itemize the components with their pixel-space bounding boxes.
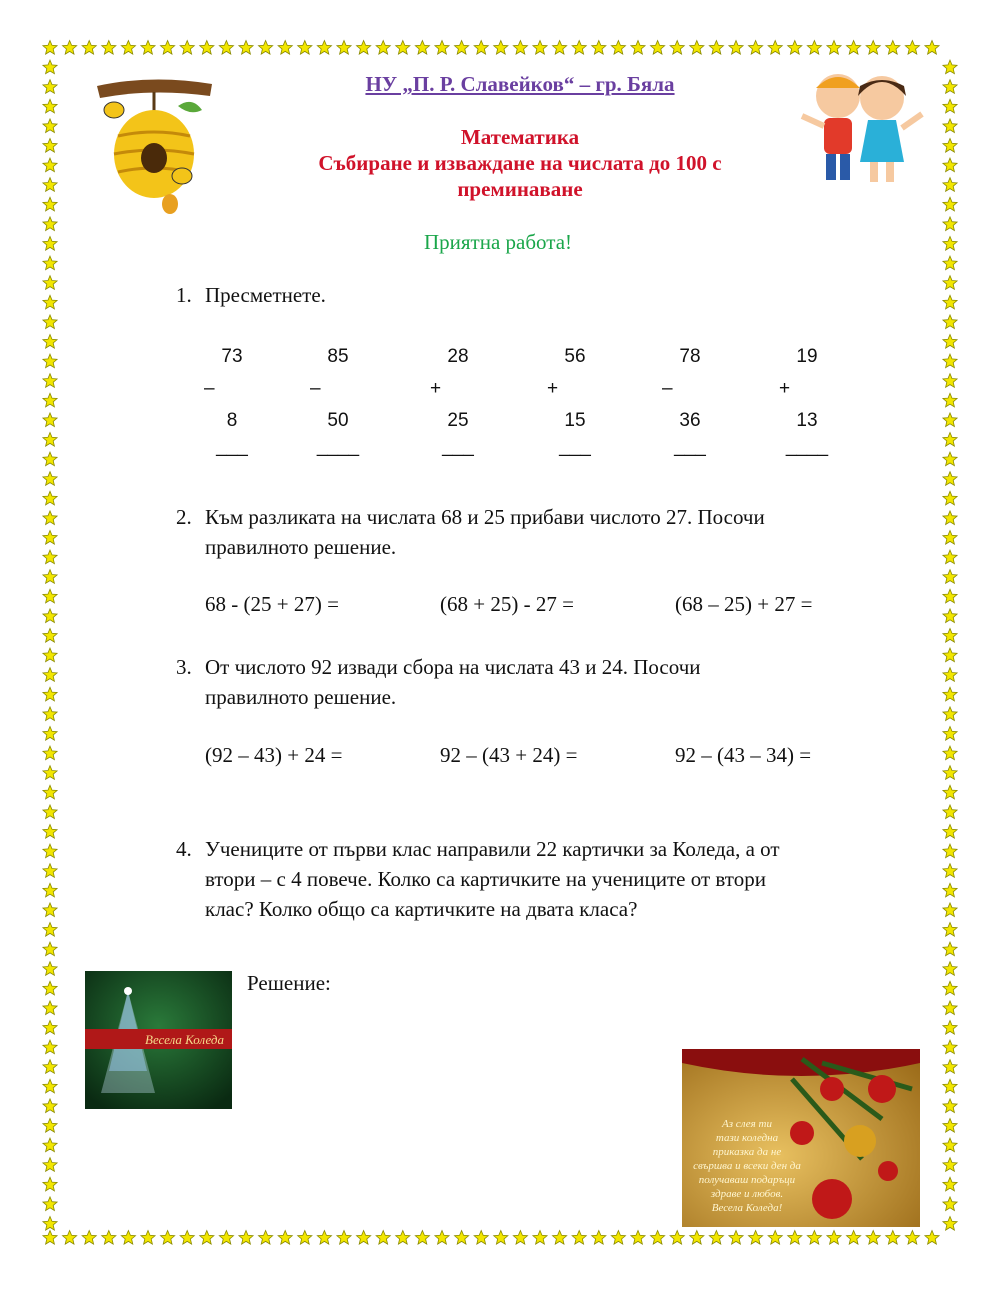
star-icon <box>943 276 957 290</box>
star-icon <box>943 550 957 564</box>
star-icon <box>298 41 312 55</box>
star-icon <box>43 629 57 643</box>
star-icon <box>43 785 57 799</box>
star-icon <box>161 1231 175 1245</box>
star-icon <box>943 1197 957 1211</box>
task-text-line-1: От числото 92 извади сбора на числата 43 и 24. Посочи <box>205 655 701 679</box>
star-icon <box>43 1079 57 1093</box>
star-icon <box>82 1231 96 1245</box>
star-icon <box>317 1231 331 1245</box>
christmas-tree-image <box>85 971 232 1109</box>
star-icon <box>943 335 957 349</box>
star-icon <box>943 1177 957 1191</box>
star-icon <box>455 41 469 55</box>
star-icon <box>533 41 547 55</box>
star-icon <box>513 41 527 55</box>
star-icon <box>415 1231 429 1245</box>
column-top-number: 28 <box>447 346 469 367</box>
star-icon <box>943 1158 957 1172</box>
column-bottom-number: 13 <box>796 410 818 431</box>
star-icon <box>43 1138 57 1152</box>
star-icon <box>768 41 782 55</box>
star-icon <box>376 1231 390 1245</box>
star-icon <box>43 99 57 113</box>
star-icon <box>943 413 957 427</box>
star-icon <box>943 746 957 760</box>
star-icon <box>455 1231 469 1245</box>
star-icon <box>141 1231 155 1245</box>
star-icon <box>943 1217 957 1231</box>
star-icon <box>943 844 957 858</box>
star-icon <box>43 433 57 447</box>
star-icon <box>43 962 57 976</box>
star-icon <box>317 41 331 55</box>
star-icon <box>943 217 957 231</box>
subject-title: Математика <box>460 125 580 149</box>
task3-option-1: (92 – 43) + 24 = <box>205 743 343 767</box>
star-icon <box>943 1079 957 1093</box>
christmas-banner-text: Весела Коледа <box>145 1032 224 1047</box>
star-icon <box>43 335 57 349</box>
task2-option-2: (68 + 25) - 27 = <box>440 592 574 616</box>
card-line-7: Весела Коледа! <box>711 1202 783 1214</box>
star-icon <box>943 511 957 525</box>
star-icon <box>43 923 57 937</box>
star-icon <box>943 707 957 721</box>
column-result-line: ___ <box>559 436 591 457</box>
star-icon <box>943 1119 957 1133</box>
star-icon <box>141 41 155 55</box>
column-result-line: ____ <box>785 436 829 457</box>
star-icon <box>670 1231 684 1245</box>
star-icon <box>905 41 919 55</box>
star-icon <box>749 41 763 55</box>
star-icon <box>435 1231 449 1245</box>
star-icon <box>943 727 957 741</box>
star-icon <box>905 1231 919 1245</box>
star-icon <box>943 1099 957 1113</box>
star-icon <box>943 1060 957 1074</box>
star-icon <box>43 727 57 741</box>
topic-line-2: преминаване <box>457 177 583 201</box>
column-operator: – <box>310 378 321 399</box>
column-result-line: ___ <box>216 436 248 457</box>
star-icon <box>925 1231 939 1245</box>
star-icon <box>592 41 606 55</box>
star-icon <box>43 550 57 564</box>
star-icon <box>43 825 57 839</box>
column-top-number: 73 <box>221 346 243 367</box>
column-bottom-number: 50 <box>327 410 349 431</box>
column-result-line: ___ <box>674 436 706 457</box>
star-icon <box>43 393 57 407</box>
star-icon <box>357 41 371 55</box>
task2-option-3: (68 – 25) + 27 = <box>675 592 813 616</box>
star-icon <box>943 452 957 466</box>
star-icon <box>43 668 57 682</box>
task-number: 1. <box>176 283 192 307</box>
star-icon <box>102 1231 116 1245</box>
star-icon <box>43 687 57 701</box>
star-icon <box>729 1231 743 1245</box>
task2-option-1: 68 - (25 + 27) = <box>205 592 339 616</box>
star-icon <box>43 374 57 388</box>
star-icon <box>572 41 586 55</box>
star-icon <box>943 295 957 309</box>
card-line-3: приказка да не <box>712 1146 782 1158</box>
column-top-number: 85 <box>327 346 349 367</box>
star-icon <box>43 354 57 368</box>
star-icon <box>943 472 957 486</box>
task-text-line-1: Към разликата на числата 68 и 25 прибави числото 27. Посочи <box>205 505 765 529</box>
star-icon <box>43 256 57 270</box>
topic-line-1: Събиране и изваждане на числата до 100 с <box>318 151 722 175</box>
task-number: 2. <box>176 505 192 529</box>
star-icon <box>943 1138 957 1152</box>
task-text: Пресметнете. <box>205 283 326 307</box>
star-icon <box>43 1060 57 1074</box>
star-icon <box>943 609 957 623</box>
solution-label: Решение: <box>247 971 331 995</box>
star-icon <box>943 315 957 329</box>
star-icon <box>847 41 861 55</box>
star-icon <box>219 1231 233 1245</box>
star-icon <box>180 1231 194 1245</box>
star-icon <box>376 41 390 55</box>
star-icon <box>943 648 957 662</box>
star-icon <box>943 805 957 819</box>
star-icon <box>533 1231 547 1245</box>
column-bottom-number: 8 <box>226 410 238 431</box>
star-icon <box>415 41 429 55</box>
star-icon <box>43 413 57 427</box>
column-operator: + <box>547 378 559 399</box>
star-icon <box>200 1231 214 1245</box>
column-operator: + <box>430 378 442 399</box>
task-text-line-2: правилното решение. <box>205 685 397 709</box>
star-icon <box>43 511 57 525</box>
star-icon <box>847 1231 861 1245</box>
star-icon <box>43 41 57 55</box>
star-icon <box>337 1231 351 1245</box>
star-icon <box>690 41 704 55</box>
star-icon <box>219 41 233 55</box>
star-icon <box>63 41 77 55</box>
column-operator: – <box>204 378 215 399</box>
greeting: Приятна работа! <box>423 230 573 254</box>
star-icon <box>943 825 957 839</box>
star-icon <box>43 1001 57 1015</box>
star-icon <box>925 41 939 55</box>
star-icon <box>43 766 57 780</box>
star-icon <box>807 1231 821 1245</box>
star-icon <box>278 41 292 55</box>
column-top-number: 19 <box>796 346 818 367</box>
star-icon <box>121 41 135 55</box>
star-icon <box>651 41 665 55</box>
star-icon <box>729 41 743 55</box>
star-icon <box>943 1040 957 1054</box>
star-icon <box>337 41 351 55</box>
star-icon <box>943 766 957 780</box>
star-icon <box>43 276 57 290</box>
star-icon <box>239 41 253 55</box>
star-icon <box>43 491 57 505</box>
greeting-card-image <box>682 1049 920 1227</box>
card-line-4: свършва и всеки ден да <box>693 1160 801 1172</box>
star-icon <box>396 1231 410 1245</box>
star-icon <box>866 1231 880 1245</box>
star-icon <box>43 883 57 897</box>
star-icon <box>572 1231 586 1245</box>
star-icon <box>180 41 194 55</box>
star-icon <box>43 1040 57 1054</box>
star-icon <box>396 41 410 55</box>
star-icon <box>43 452 57 466</box>
star-icon <box>239 1231 253 1245</box>
star-icon <box>943 1021 957 1035</box>
school-name: НУ „П. Р. Славейков“ – гр. Бяла <box>365 72 675 96</box>
star-icon <box>43 1197 57 1211</box>
star-icon <box>943 589 957 603</box>
star-icon <box>943 785 957 799</box>
star-icon <box>943 903 957 917</box>
star-icon <box>943 687 957 701</box>
star-icon <box>553 1231 567 1245</box>
column-bottom-number: 25 <box>447 410 469 431</box>
star-icon <box>886 1231 900 1245</box>
star-icon <box>43 609 57 623</box>
star-icon <box>827 41 841 55</box>
star-icon <box>43 707 57 721</box>
task-number: 4. <box>176 837 192 861</box>
column-bottom-number: 36 <box>679 410 701 431</box>
star-icon <box>670 41 684 55</box>
star-icon <box>161 41 175 55</box>
column-result-line: ___ <box>442 436 474 457</box>
star-icon <box>943 256 957 270</box>
star-icon <box>43 570 57 584</box>
column-operator: + <box>779 378 791 399</box>
column-result-line: ____ <box>316 436 360 457</box>
star-icon <box>553 41 567 55</box>
star-icon <box>592 1231 606 1245</box>
star-icon <box>474 1231 488 1245</box>
star-icon <box>43 1217 57 1231</box>
star-icon <box>43 648 57 662</box>
star-icon <box>43 903 57 917</box>
column-top-number: 78 <box>679 346 701 367</box>
star-icon <box>43 1119 57 1133</box>
star-icon <box>43 1231 57 1245</box>
star-icon <box>943 883 957 897</box>
task-text-line-1: Учениците от първи клас направили 22 картички за Коледа, а от <box>205 837 780 861</box>
star-icon <box>651 1231 665 1245</box>
star-icon <box>631 41 645 55</box>
star-icon <box>43 531 57 545</box>
task-text-line-2: втори – с 4 повече. Колко са картичките на учениците от втори <box>205 867 766 891</box>
star-icon <box>943 942 957 956</box>
star-icon <box>43 1021 57 1035</box>
task-number: 3. <box>176 655 192 679</box>
star-icon <box>43 589 57 603</box>
star-icon <box>943 354 957 368</box>
star-icon <box>435 41 449 55</box>
star-icon <box>807 41 821 55</box>
star-icon <box>611 41 625 55</box>
star-icon <box>886 41 900 55</box>
star-icon <box>43 1099 57 1113</box>
star-icon <box>827 1231 841 1245</box>
star-icon <box>494 1231 508 1245</box>
task-text-line-3: клас? Колко общо са картичките на двата класа? <box>205 897 638 921</box>
star-icon <box>298 1231 312 1245</box>
star-icon <box>943 962 957 976</box>
star-icon <box>690 1231 704 1245</box>
star-icon <box>709 41 723 55</box>
star-icon <box>943 491 957 505</box>
star-icon <box>513 1231 527 1245</box>
star-icon <box>494 41 508 55</box>
star-icon <box>943 393 957 407</box>
star-icon <box>102 41 116 55</box>
star-icon <box>259 41 273 55</box>
star-icon <box>866 41 880 55</box>
star-icon <box>943 99 957 113</box>
star-icon <box>631 1231 645 1245</box>
star-icon <box>43 1158 57 1172</box>
column-bottom-number: 15 <box>564 410 586 431</box>
column-operator: – <box>662 378 673 399</box>
star-icon <box>943 923 957 937</box>
star-icon <box>43 295 57 309</box>
star-icon <box>43 844 57 858</box>
star-icon <box>788 1231 802 1245</box>
star-icon <box>43 315 57 329</box>
star-icon <box>278 1231 292 1245</box>
star-icon <box>943 531 957 545</box>
star-icon <box>768 1231 782 1245</box>
star-icon <box>943 864 957 878</box>
star-icon <box>943 374 957 388</box>
star-icon <box>43 805 57 819</box>
star-icon <box>200 41 214 55</box>
star-icon <box>788 41 802 55</box>
star-icon <box>82 41 96 55</box>
star-icon <box>943 570 957 584</box>
star-icon <box>43 217 57 231</box>
star-icon <box>63 1231 77 1245</box>
star-icon <box>943 981 957 995</box>
card-line-2: тази коледна <box>715 1132 779 1144</box>
star-icon <box>611 1231 625 1245</box>
star-icon <box>749 1231 763 1245</box>
star-icon <box>43 746 57 760</box>
star-icon <box>943 1001 957 1015</box>
column-top-number: 56 <box>564 346 586 367</box>
task3-option-3: 92 – (43 – 34) = <box>675 743 812 767</box>
star-icon <box>709 1231 723 1245</box>
card-line-5: получаваш подаръци <box>698 1174 796 1186</box>
star-icon <box>121 1231 135 1245</box>
star-icon <box>43 864 57 878</box>
star-icon <box>943 433 957 447</box>
star-icon <box>259 1231 273 1245</box>
star-icon <box>943 629 957 643</box>
card-line-6: здраве и любов. <box>710 1188 784 1200</box>
task-text-line-2: правилното решение. <box>205 535 397 559</box>
task3-option-2: 92 – (43 + 24) = <box>440 743 578 767</box>
star-icon <box>43 942 57 956</box>
star-icon <box>943 668 957 682</box>
star-icon <box>43 981 57 995</box>
star-icon <box>357 1231 371 1245</box>
star-icon <box>43 472 57 486</box>
card-line-1: Аз слея ти <box>722 1118 772 1130</box>
star-icon <box>43 1177 57 1191</box>
star-icon <box>474 41 488 55</box>
